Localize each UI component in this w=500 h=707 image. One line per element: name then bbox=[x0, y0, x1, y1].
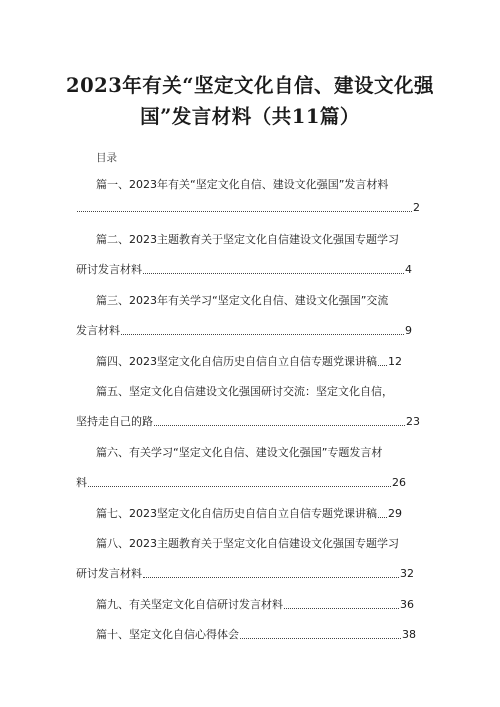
toc-entry-7-page: 29 bbox=[388, 507, 402, 520]
toc-entry-10-title: 篇十、坚定文化自信心得体会 bbox=[96, 628, 239, 641]
dot-leader bbox=[88, 485, 391, 487]
toc-entry-2-title-cont: 研讨发言材料 bbox=[76, 263, 142, 276]
toc-entry-6-leader[interactable] bbox=[76, 476, 406, 490]
toc-entry-2-leader[interactable] bbox=[76, 263, 412, 277]
dot-leader bbox=[378, 364, 387, 366]
toc-entry-5-page: 23 bbox=[406, 415, 420, 428]
toc-entry-3-title-cont: 发言材料 bbox=[76, 324, 120, 337]
toc-entry-9-title: 篇九、有关坚定文化自信研讨发言材料 bbox=[96, 598, 283, 611]
toc-entry-3-page: 9 bbox=[405, 324, 412, 337]
dot-leader bbox=[143, 272, 404, 274]
dot-leader bbox=[154, 424, 405, 426]
toc-entry-8-leader[interactable] bbox=[76, 567, 414, 581]
toc-entry-2-page: 4 bbox=[405, 263, 412, 276]
toc-entry-3-title[interactable]: 篇三、2023年有关学习“坚定文化自信、建设文化强国”交流 bbox=[96, 294, 389, 307]
dot-leader bbox=[77, 210, 412, 212]
toc-entry-8-title-cont: 研讨发言材料 bbox=[76, 567, 142, 580]
dot-leader bbox=[143, 576, 399, 578]
toc-entry-7-leader[interactable] bbox=[96, 507, 402, 521]
toc-entry-4-title: 篇四、2023坚定文化自信历史自信自立自信专题党课讲稿 bbox=[96, 355, 377, 368]
toc-entry-10-leader[interactable] bbox=[96, 628, 416, 642]
toc-entry-7-title: 篇七、2023坚定文化自信历史自信自立自信专题党课讲稿 bbox=[96, 507, 377, 520]
document-title-line-2: 国”发言材料（共11篇） bbox=[140, 105, 360, 128]
toc-entry-10-page: 38 bbox=[402, 628, 416, 641]
toc-entry-4-page: 12 bbox=[388, 355, 402, 368]
toc-entry-5-title[interactable]: 篇五、坚定文化自信建设文化强国研讨交流：坚定文化自信， bbox=[96, 385, 393, 398]
toc-entry-1-title[interactable]: 篇一、2023年有关“坚定文化自信、建设文化强国”发言材料 bbox=[96, 178, 389, 191]
toc-entry-5-title-cont: 坚持走自己的路 bbox=[76, 415, 153, 428]
toc-entry-6-page: 26 bbox=[392, 476, 406, 489]
toc-entry-6-title[interactable]: 篇六、有关学习“坚定文化自信、建设文化强国”专题发言材 bbox=[96, 446, 383, 459]
toc-entry-1-page: 2 bbox=[413, 201, 420, 214]
toc-entry-6-title-cont: 料 bbox=[76, 476, 87, 489]
toc-entry-9-leader[interactable] bbox=[96, 598, 414, 612]
dot-leader bbox=[378, 516, 387, 518]
toc-entry-8-title[interactable]: 篇八、2023主题教育关于坚定文化自信建设文化强国专题学习 bbox=[96, 537, 399, 550]
toc-entry-5-leader[interactable] bbox=[76, 415, 420, 429]
toc-entry-9-page: 36 bbox=[400, 598, 414, 611]
document-title-line-1: 2023年有关“坚定文化自信、建设文化强 bbox=[66, 74, 434, 97]
toc-entry-3-leader[interactable] bbox=[76, 324, 412, 338]
toc-entry-2-title[interactable]: 篇二、2023主题教育关于坚定文化自信建设文化强国专题学习 bbox=[96, 233, 399, 246]
dot-leader bbox=[240, 637, 401, 639]
dot-leader bbox=[284, 607, 399, 609]
toc-entry-8-page: 32 bbox=[400, 567, 414, 580]
dot-leader bbox=[121, 333, 404, 335]
toc-heading: 目录 bbox=[96, 152, 117, 164]
toc-entry-4-leader[interactable] bbox=[96, 355, 402, 369]
toc-entry-1-leader[interactable] bbox=[76, 201, 420, 215]
